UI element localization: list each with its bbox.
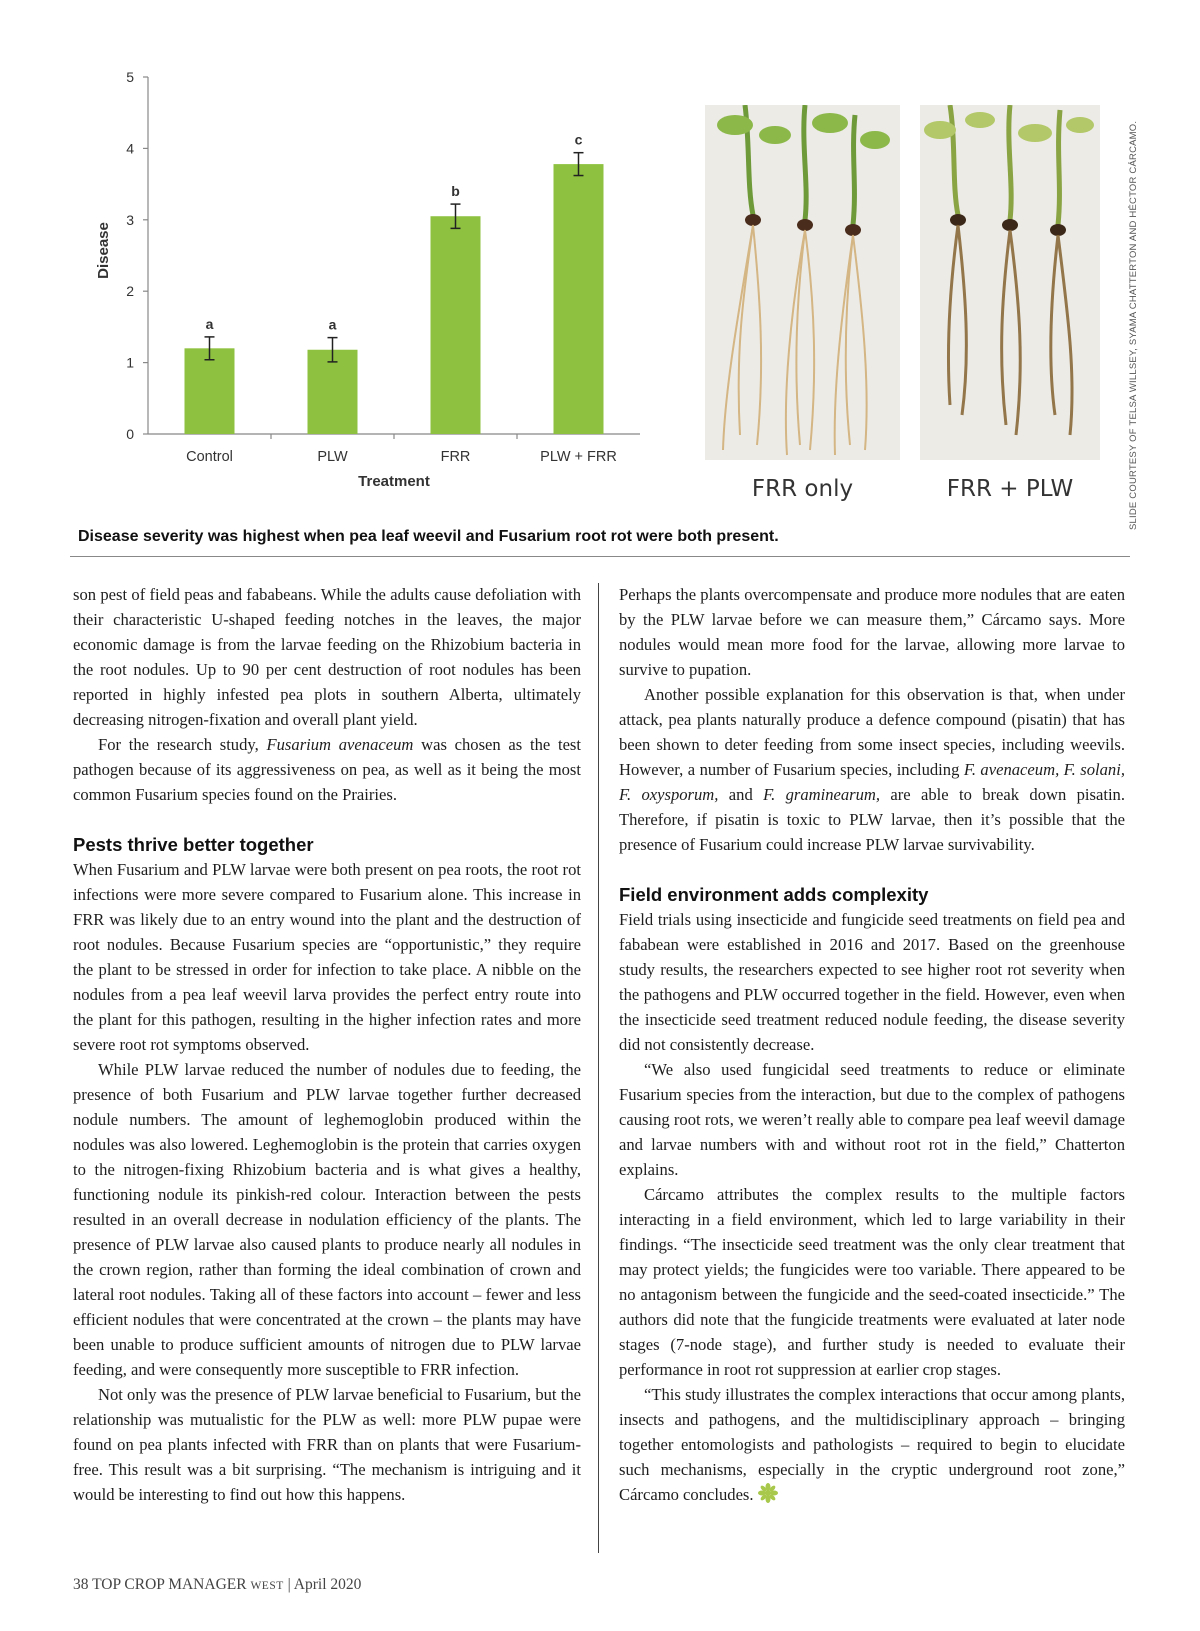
paragraph: “We also used fungicidal seed treatments to reduce or eliminate Fusarium species from the interaction, but due to the complex of pathogens causing root rots, we weren’t really able to compare pea leaf weevil damage and larvae numbers with and without root rot in the field,” Chatterton explains. <box>619 1060 1125 1179</box>
paragraph: Another possible explanation for this observation is that, when under attack, pea plants naturally produce a defence compound (pisatin) that has been shown to deter feeding from some insect species, including weevils. However, a number of Fusarium species, including F. avenaceum, F. solani, F. oxysporum, and F. graminearum, are able to break down pisatin. Therefore, if pisatin is toxic to PLW larvae, then it’s possible that the presence of Fusarium could increase PLW larvae survivability. <box>619 685 1126 854</box>
y-tick-label: 3 <box>126 211 134 228</box>
x-tick-label: FRR <box>440 449 471 465</box>
page-footer <box>73 1576 361 1594</box>
paragraph: Cárcamo attributes the complex results to the multiple factors interacting in a field environment, which led to large variability in their findings. “The insecticide seed treatment was the only clear treatment that may protect yields; the fungicides were too variable. There appeared to be no antagonism between the fungicide and the seed-coated insecticide.” The authors did note that the fungicide treatments were evaluated at later node stages (7-node stage), and further study is needed to evaluate their performance in root rot suppression at earlier crop stages. <box>619 1185 1125 1379</box>
article-left-column <box>73 582 581 1507</box>
paragraph: For the research study, Fusarium avenaceum was chosen as the test pathogen because of its aggressiveness on pea, as well as it being the most common Fusarium species found on the Prairies. <box>73 735 581 804</box>
significance-letter: a <box>205 315 214 332</box>
y-tick-label: 4 <box>126 140 134 157</box>
x-axis-title: Treatment <box>358 473 430 490</box>
leaf-end-mark-icon <box>758 1483 778 1503</box>
photo-credit: SLIDE COURTESY OF TELSA WILLSEY, SYAMA CHATTERTON AND HÉCTOR CÁRCAMO. <box>1128 120 1139 530</box>
figure-caption: Disease severity was highest when pea leaf weevil and Fusarium root rot were both present. <box>78 528 779 545</box>
y-axis-title: Disease <box>95 222 112 279</box>
paragraph: While PLW larvae reduced the number of nodules due to feeding, the presence of both Fusarium and PLW larvae together further decreased nodule numbers. The amount of leghemoglobin produced within the nodules was also lowered. Leghemoglobin is the protein that carries oxygen to the nitrogen-fixing Rhizobium bacteria and is what gives a healthy, functioning nodule its pinkish-red colour. Interaction between the pests resulted in an overall decrease in nodulation efficiency of the plants. The presence of PLW larvae also caused plants to produce nearly all nodules in the crown region, rather than forming the ideal combination of crown and lateral root nodules. Taking all of these factors into account – fewer and less efficient nodules that were concentrated at the crown – the plants may have been unable to produce sufficient amounts of nitrogen due to PLW larvae feeding, and were consequently more susceptible to FRR infection. <box>73 1060 581 1379</box>
x-tick-label: PLW <box>317 449 348 465</box>
article-right-column <box>619 582 1125 1507</box>
footer-separator: | <box>287 1576 291 1593</box>
x-tick-label: Control <box>186 449 233 465</box>
paragraph: Not only was the presence of PLW larvae beneficial to Fusarium, but the relationship was mutualistic for the PLW as well: more PLW pupae were found on pea plants infected with FRR than on plants that were Fusarium-free. This result was a bit surprising. “The mechanism is intriguing and it would be interesting to find out how this happens. <box>73 1385 581 1504</box>
y-tick-label: 1 <box>126 354 134 371</box>
disease-bar-chart <box>70 60 670 520</box>
y-tick-label: 2 <box>126 283 134 300</box>
photo-frr-plw-roots <box>920 105 1100 460</box>
y-tick-label: 0 <box>126 426 134 442</box>
column-divider <box>598 583 599 1553</box>
section-heading: Pests thrive better together <box>73 834 314 855</box>
paragraph: Perhaps the plants overcompensate and produce more nodules that are eaten by the PLW larvae before we can measure them,” Cárcamo says. More nodules would mean more food for the larvae, allowing more larvae to survive to pupation. <box>619 585 1125 679</box>
significance-letter: b <box>451 183 460 200</box>
photo-right-label: FRR + PLW <box>946 476 1074 502</box>
y-tick-label: 5 <box>126 69 134 85</box>
significance-letter: c <box>574 131 583 148</box>
paragraph: Field trials using insecticide and fungicide seed treatments on field pea and fababean were established in 2016 and 2017. Based on the greenhouse study results, the researchers expected to see higher root rot severity when the pathogens and PLW occurred together in the field. However, even when the insecticide seed treatment reduced nodule feeding, the disease severity did not consistently decrease. <box>619 910 1125 1054</box>
section-heading: Field environment adds complexity <box>619 884 929 905</box>
bar-control <box>185 348 235 434</box>
page-number: 38 <box>73 1576 89 1593</box>
bar-frr <box>431 216 481 434</box>
caption-rule <box>70 556 1130 557</box>
photo-frr-only-roots <box>705 105 900 460</box>
bar-plw-frr <box>554 164 604 434</box>
x-tick-label: PLW + FRR <box>540 449 617 465</box>
photo-left-label: FRR only <box>751 476 854 502</box>
issue-date: April 2020 <box>293 1576 362 1593</box>
magazine-edition: WEST <box>250 1580 284 1592</box>
magazine-name: TOP CROP MANAGER <box>92 1576 247 1593</box>
significance-letter: a <box>328 316 337 333</box>
paragraph: When Fusarium and PLW larvae were both present on pea roots, the root rot infections were more severe compared to Fusarium alone. This increase in FRR was likely due to an entry wound into the plant and the destruction of root nodules. Because Fusarium species are “opportunistic,” they require the plant to be stressed in order for infection to take place. A nibble on the nodules from a pea leaf weevil larva provides the perfect entry route into the plant for this pathogen, resulting in the higher infection rates and more severe root rot symptoms observed. <box>73 860 581 1054</box>
paragraph: “This study illustrates the complex interactions that occur among plants, insects and pathogens, and the multidisciplinary approach – bringing together entomologists and pathologists – required to begin to elucidate such mechanisms, especially in the cryptic underground root zone,” Cárcamo concludes. <box>619 1385 1125 1504</box>
paragraph: son pest of field peas and fababeans. While the adults cause defoliation with their characteristic U-shaped feeding notches in the leaves, the major economic damage is from the larvae feeding on the Rhizobium bacteria in the root nodules. Up to 90 per cent destruction of root nodules has been reported in highly infested pea plots in southern Alberta, ultimately decreasing nitrogen-fixation and overall plant yield. <box>73 585 581 729</box>
